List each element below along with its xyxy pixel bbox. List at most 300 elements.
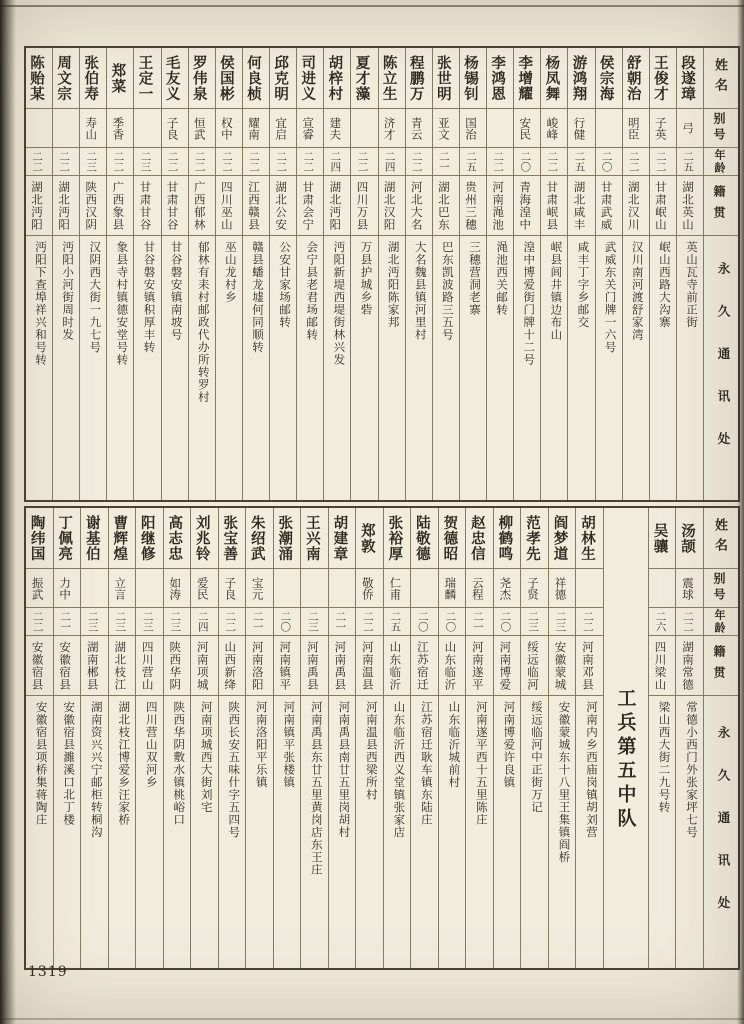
address-cell: 大名魏县镇河里村 [413,241,428,341]
roster-column [459,48,486,500]
roster-column [323,48,350,500]
address-cell: 渑池西关邮转 [495,241,510,316]
column-header-address: 永久通讯处 [716,262,731,475]
column-header-native: 籍贯 [704,636,738,696]
native-cell: 安徽宿县 [54,636,81,696]
alias-cell: 权中 [216,109,242,148]
native-cell: 河北大名 [406,176,432,236]
native-cell: 贵州三穗 [460,176,486,236]
address-cell: 河南温县西梁所村 [364,701,379,801]
address-cell: 三穗营洞老寨 [468,241,482,316]
native-cell: 湖北沔阳 [324,176,350,236]
age-cell: 二四 [379,148,405,176]
name-cell: 朱绍武 [246,508,273,569]
name-cell: 毛友义 [162,48,188,109]
age-cell: 二〇 [596,148,622,176]
address-cell: 河南项城西大街刘宅 [199,701,214,814]
native-cell: 湖北咸丰 [568,176,594,236]
roster-column [215,48,242,500]
alias-cell: 子良 [219,569,246,608]
unit-label: 工兵第五中队 [614,688,637,832]
name-cell: 陈立生 [379,48,405,109]
native-cell: 安徽蒙城 [549,636,576,696]
native-cell: 陕西华阴 [164,636,191,696]
address-cell: 象县寺村镇德安堂号转 [115,241,130,366]
name-cell: 胡林生 [576,508,603,569]
alias-cell: 建夫 [324,109,350,148]
roster-column [218,508,246,968]
native-cell: 江苏宿迁 [411,636,438,696]
name-cell: 赵忠信 [466,508,493,569]
alias-cell [134,109,160,148]
roster-column [300,508,328,968]
address-cell: 万县护城乡砦 [359,241,374,316]
roster-column [595,48,622,500]
address-cell: 巫山龙村乡 [223,241,238,304]
name-cell: 张世明 [433,48,459,109]
native-cell: 河南禹县 [329,636,356,696]
native-cell: 河南项城 [191,636,218,696]
roster-column [242,48,269,500]
native-cell: 湖南常德 [676,636,703,696]
native-cell: 甘肃甘谷 [162,176,188,236]
address-cell: 河南洛阳平乐镇 [254,701,269,789]
address-cell: 咸丰丁字乡邮交 [576,241,591,329]
age-cell: 二〇 [439,608,466,636]
name-cell: 张伯寿 [80,48,106,109]
alias-cell: 子贤 [521,569,548,608]
native-cell: 湖北英山 [677,176,703,236]
address-cell: 甘谷磐安镇南坡号 [169,241,184,341]
age-cell: 二二 [541,148,567,176]
age-cell: 二二 [297,148,323,176]
age-cell: 二二 [189,148,215,176]
roster-column [52,48,79,500]
native-cell: 山东临沂 [384,636,411,696]
age-cell: 二三 [301,608,328,636]
roster-table-top [24,46,740,502]
name-cell: 胡建章 [329,508,356,569]
roster-column [410,508,438,968]
name-cell: 郑菜 [107,48,133,109]
name-cell: 李鸿恩 [487,48,513,109]
native-cell: 四川梁山 [649,636,676,696]
roster-table-bottom [24,506,740,970]
address-cell: 沔阳下查埠祥兴和号转 [34,241,48,366]
roster-column [486,48,513,500]
roster-column [540,48,567,500]
age-cell: 二〇 [274,608,301,636]
scan-edge-top [0,5,744,7]
address-cell: 河南博爱许良镇 [502,701,517,789]
roster-column [269,48,296,500]
age-cell: 二二 [650,148,676,176]
age-cell: 二三 [109,608,136,636]
address-cell: 湖北枝江博爱乡汪家桥 [117,701,132,826]
address-cell: 河南禹县东廿五里黄岗店东王庄 [309,701,324,876]
age-cell: 二二 [623,148,649,176]
alias-cell [136,569,163,608]
alias-cell: 云程 [466,569,493,608]
roster-column [383,508,411,968]
roster-column [350,48,377,500]
address-cell: 湖南资兴兴宁邮柜转桐沟 [89,701,104,839]
native-cell: 湖北沔阳 [53,176,79,236]
name-cell: 张宝善 [219,508,246,569]
native-cell: 湖南郴县 [81,636,108,696]
age-cell: 二六 [649,608,676,636]
name-cell: 侯宗海 [596,48,622,109]
native-cell: 湖北公安 [270,176,296,236]
native-cell: 安徽宿县 [26,636,53,696]
name-cell: 谢基伯 [81,508,108,569]
roster-column [80,508,108,968]
name-cell: 张潮涌 [274,508,301,569]
roster-column [161,48,188,500]
roster-column [355,508,383,968]
roster-column [378,48,405,500]
name-cell: 陈贻某 [26,48,52,109]
age-cell: 二二 [576,608,603,636]
native-cell: 河南渑池 [487,176,513,236]
native-cell: 山西新绛 [219,636,246,696]
native-cell: 湖北枝江 [109,636,136,696]
name-cell: 丁佩亮 [54,508,81,569]
alias-cell [596,109,622,148]
age-cell: 二二 [26,608,53,636]
address-cell: 武威东关门牌一六号 [603,241,618,354]
roster-column [26,508,53,968]
alias-cell: 亚文 [433,109,459,148]
roster-column [513,48,540,500]
roster-column [328,508,356,968]
scan-edge-bottom [0,1018,744,1020]
roster-column [53,508,81,968]
address-cell: 安徽宿县濉溪口北丁楼 [62,701,77,826]
name-cell: 邱克明 [270,48,296,109]
roster-column [432,48,459,500]
alias-cell [351,109,377,148]
name-cell: 范孝先 [521,508,548,569]
alias-cell [329,569,356,608]
native-cell: 广西象县 [107,176,133,236]
alias-cell: 耀南 [243,109,269,148]
name-cell: 游鸿翔 [568,48,594,109]
alias-cell: 弓 [677,109,703,148]
page-number: 1319 [28,964,68,980]
age-cell: 二三 [521,608,548,636]
column-header-native: 籍贯 [704,176,738,236]
native-cell: 甘肃武威 [596,176,622,236]
column-header-alias: 别号 [704,569,738,608]
age-cell: 二二 [406,148,432,176]
unit-divider-column [603,508,648,968]
name-cell: 夏才藻 [351,48,377,109]
age-cell: 二三 [81,608,108,636]
alias-cell [301,569,328,608]
address-cell: 赣县蟠龙墟何同顺转 [251,241,265,354]
native-cell: 甘肃岷县 [541,176,567,236]
name-cell: 罗伟泉 [189,48,215,109]
native-cell: 广西郁林 [189,176,215,236]
name-cell: 侯国彬 [216,48,242,109]
column-header-alias: 别号 [704,109,738,148]
roster-column [245,508,273,968]
native-cell: 湖北沔阳 [26,176,52,236]
address-cell: 湟中博爱街门牌十二号 [522,241,537,366]
roster-column [273,508,301,968]
address-cell: 湖北沔阳陈家邦 [386,241,401,329]
alias-cell: 立言 [109,569,136,608]
roster-column [188,48,215,500]
name-cell: 刘兆铃 [191,508,218,569]
age-cell: 二二 [216,148,242,176]
alias-cell: 季香 [107,109,133,148]
name-cell: 周文宗 [53,48,79,109]
name-cell: 段遂璋 [677,48,703,109]
address-cell: 四川营山双河乡 [144,701,159,789]
address-cell: 会宁县老君场邮转 [305,241,320,341]
roster-column [79,48,106,500]
age-cell: 二四 [324,148,350,176]
scan-edge-left [0,0,16,1024]
alias-cell: 仁甫 [384,569,411,608]
roster-column [676,48,703,500]
alias-cell: 敬侨 [356,569,383,608]
native-cell: 湖北汉川 [623,176,649,236]
age-cell: 二二 [270,148,296,176]
alias-cell: 爱民 [191,569,218,608]
column-header-address: 永久通讯处 [716,726,731,939]
alias-cell [649,569,676,608]
age-cell: 二一 [329,608,356,636]
roster-column [575,508,603,968]
roster-column [493,508,521,968]
alias-cell: 力中 [54,569,81,608]
alias-cell: 子良 [162,109,188,148]
column-header-name: 姓名 [704,48,738,109]
header-column [703,48,738,500]
address-cell: 巴东凯波路三五号 [440,241,455,341]
age-cell: 二〇 [514,148,540,176]
roster-column [649,48,676,500]
alias-cell: 宝元 [246,569,273,608]
roster-column [106,48,133,500]
name-cell: 曹辉煌 [109,508,136,569]
age-cell: 二〇 [411,608,438,636]
name-cell: 杨锡钊 [460,48,486,109]
address-cell: 汉阴西大街一九七号 [88,241,103,354]
name-cell: 何良桢 [243,48,269,109]
alias-cell: 行健 [568,109,594,148]
address-cell: 河南镇平张楼镇 [282,701,297,789]
native-cell: 陕西汉阴 [80,176,106,236]
roster-column [108,508,136,968]
address-cell: 汉川南河渡舒家湾 [630,241,645,341]
address-cell: 岷县闾井镇边布山 [549,241,564,341]
address-cell: 绥远临河中正街万记 [529,701,544,814]
native-cell: 江西赣县 [243,176,269,236]
age-cell: 二二 [162,148,188,176]
name-cell: 吴骧 [649,508,676,569]
name-cell: 司进义 [297,48,323,109]
native-cell: 湖北汉阳 [379,176,405,236]
alias-cell: 宣睿 [297,109,323,148]
name-cell: 舒朝治 [623,48,649,109]
name-cell: 阳继修 [136,508,163,569]
alias-cell: 振武 [26,569,53,608]
native-cell: 四川万县 [351,176,377,236]
name-cell: 贺德昭 [439,508,466,569]
roster-column [675,508,703,968]
address-cell: 英山瓦寺前正街 [685,241,699,329]
age-cell: 二三 [134,148,160,176]
alias-cell: 峻峰 [541,109,567,148]
roster-column [567,48,594,500]
age-cell: 二一 [466,608,493,636]
native-cell: 四川营山 [136,636,163,696]
name-cell: 王定一 [134,48,160,109]
alias-cell [81,569,108,608]
name-cell: 陶纬国 [26,508,53,569]
age-cell: 二二 [356,608,383,636]
name-cell: 王兴南 [301,508,328,569]
alias-cell [53,109,79,148]
native-cell: 河南遂平 [466,636,493,696]
alias-cell [274,569,301,608]
age-cell: 二三 [80,148,106,176]
address-cell: 安徽宿县项桥集蒋陶庄 [34,701,49,826]
age-cell: 二五 [384,608,411,636]
roster-column [520,508,548,968]
age-cell: 二五 [677,148,703,176]
age-cell: 二一 [246,608,273,636]
scan-edge-right [737,0,744,1024]
name-cell: 李增耀 [514,48,540,109]
roster-column [405,48,432,500]
native-cell: 河南博爱 [494,636,521,696]
roster-column [622,48,649,500]
address-cell: 沔阳新堤西堤街林兴发 [332,241,347,366]
age-cell: 二二 [676,608,703,636]
address-cell: 山东临沂城前村 [447,701,462,789]
name-cell: 王俊才 [650,48,676,109]
roster-column [26,48,52,500]
age-cell: 二三 [549,608,576,636]
name-cell: 陆敬德 [411,508,438,569]
column-header-name: 姓名 [704,508,738,569]
native-cell: 甘肃会宁 [297,176,323,236]
age-cell: 二二 [219,608,246,636]
alias-cell: 济才 [379,109,405,148]
alias-cell [26,109,52,148]
age-cell: 二二 [243,148,269,176]
roster-column [548,508,576,968]
age-cell: 二二 [107,148,133,176]
address-cell: 公安甘家场邮转 [278,241,293,329]
address-cell: 河南禹县南廿五里岗胡村 [337,701,352,839]
native-cell: 青海湟中 [514,176,540,236]
alias-cell: 如涛 [164,569,191,608]
address-cell: 河南遂平西十五里陈庄 [474,701,489,826]
name-cell: 郑敦 [356,508,383,569]
alias-cell: 子英 [650,109,676,148]
address-cell: 安徽蒙城东十八里王集镇阎桥 [557,701,572,864]
name-cell: 程鹏万 [406,48,432,109]
header-column [703,508,738,968]
name-cell: 高志忠 [164,508,191,569]
alias-cell: 国治 [460,109,486,148]
name-cell: 柳鹤鸣 [494,508,521,569]
address-cell: 山东临沂西义堂镇张家店 [392,701,407,839]
address-cell: 陕西长安五味什字五四号 [227,701,242,839]
native-cell: 四川巫山 [216,176,242,236]
alias-cell: 祥德 [549,569,576,608]
native-cell: 绥远临河 [521,636,548,696]
address-cell: 岷山西路大沟寨 [657,241,672,329]
native-cell: 河南禹县 [301,636,328,696]
native-cell: 河南邓县 [576,636,603,696]
alias-cell: 安民 [514,109,540,148]
alias-cell: 尧杰 [494,569,521,608]
address-cell: 郁林有耒村邮政代办所转罗村 [196,241,211,404]
address-cell: 江苏宿迁耿车镇东陆庄 [419,701,434,826]
alias-cell: 宜启 [270,109,296,148]
roster-column [135,508,163,968]
native-cell: 河南温县 [356,636,383,696]
roster-column [438,508,466,968]
name-cell: 阎梦道 [549,508,576,569]
roster-column [465,508,493,968]
alias-cell: 寿山 [80,109,106,148]
age-cell: 二二 [26,148,52,176]
alias-cell [411,569,438,608]
alias-cell: 明臣 [623,109,649,148]
alias-cell [487,109,513,148]
roster-column [163,508,191,968]
age-cell: 二三 [136,608,163,636]
alias-cell: 恒武 [189,109,215,148]
native-cell: 河南镇平 [274,636,301,696]
address-cell: 沔阳小河街周时发 [61,241,76,341]
alias-cell: 青云 [406,109,432,148]
native-cell: 山东临沂 [439,636,466,696]
age-cell: 二五 [460,148,486,176]
roster-column [133,48,160,500]
address-cell: 甘谷磐安镇积厚丰转 [142,241,157,354]
age-cell: 二四 [191,608,218,636]
age-cell: 二三 [164,608,191,636]
age-cell: 二一 [54,608,81,636]
age-cell: 二五 [568,148,594,176]
native-cell: 甘肃甘谷 [134,176,160,236]
name-cell: 张裕厚 [384,508,411,569]
alias-cell: 瑞麟 [439,569,466,608]
address-cell: 常德小西门外张家坪七号 [685,701,699,839]
name-cell: 汤颉 [676,508,703,569]
age-cell: 二一 [433,148,459,176]
roster-column [648,508,676,968]
roster-column [296,48,323,500]
age-cell: 二二 [487,148,513,176]
age-cell: 二二 [53,148,79,176]
name-cell: 胡梓村 [324,48,350,109]
column-header-age: 年龄 [704,148,738,176]
age-cell: 二〇 [494,608,521,636]
age-cell: 二二 [351,148,377,176]
alias-cell [576,569,603,608]
address-cell: 梁山西大街二九号转 [657,701,672,814]
